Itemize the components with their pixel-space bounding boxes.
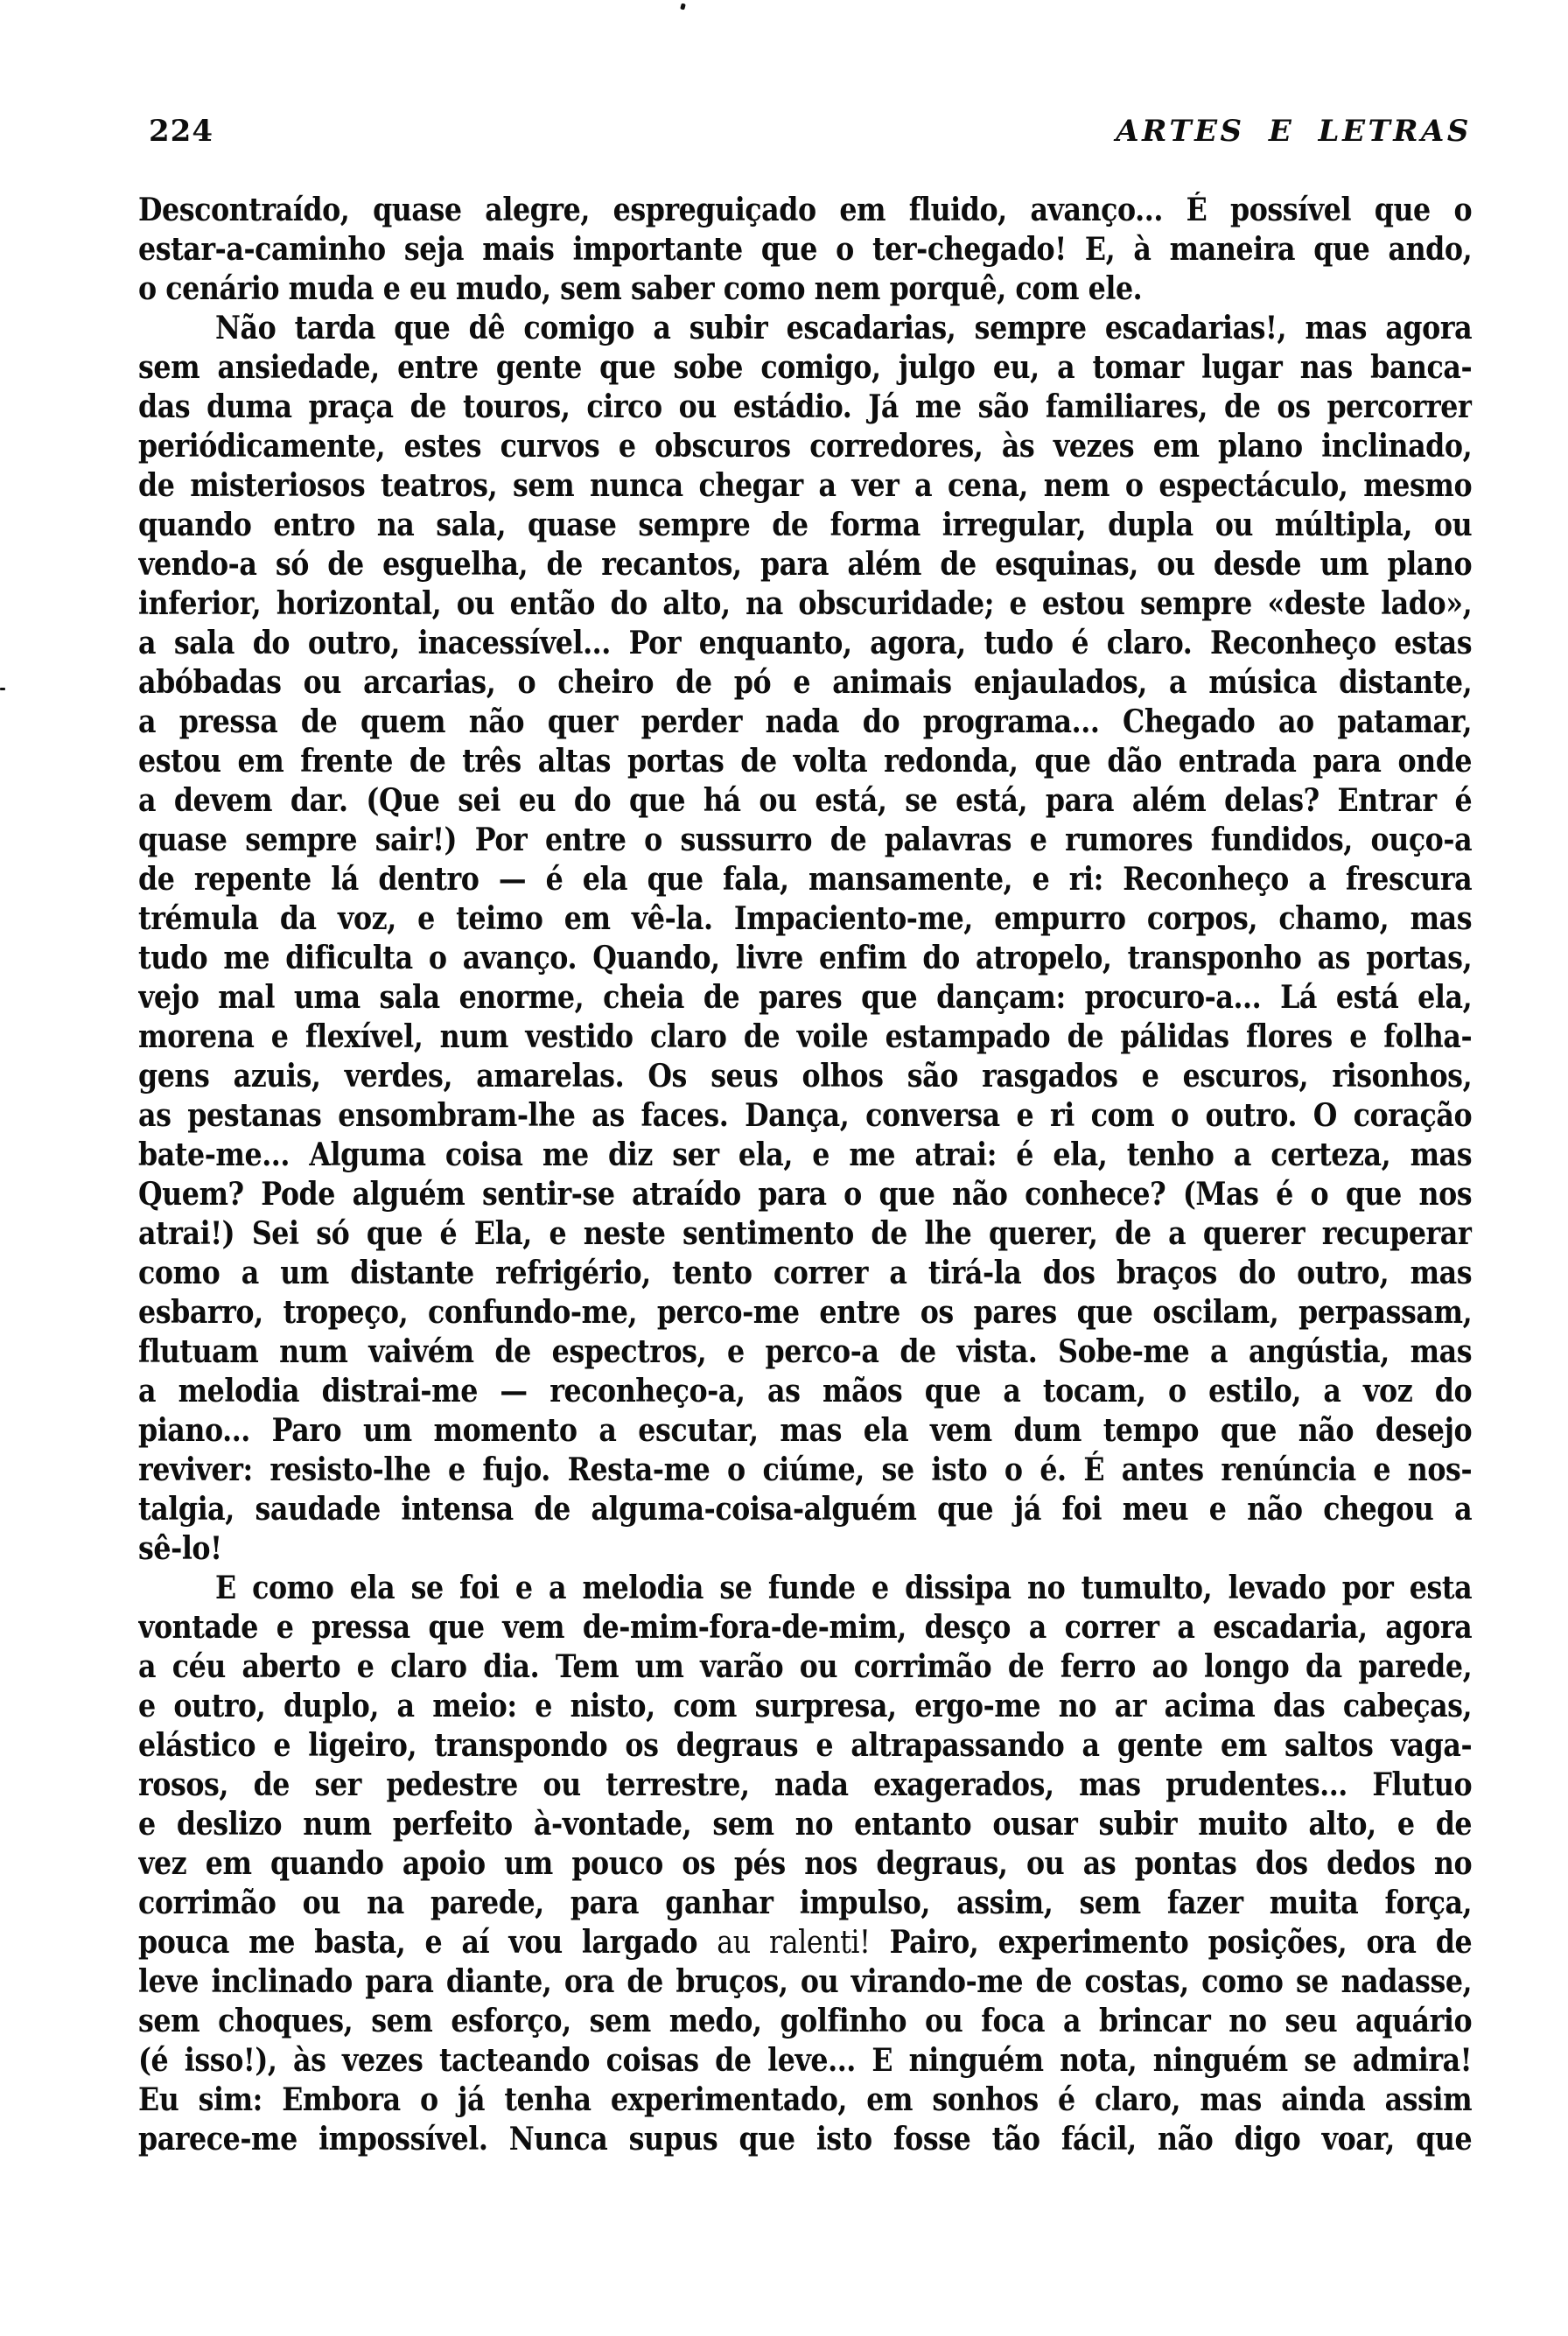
text-line: sem choques, sem esforço, sem medo, golfinho ou foca a brincar no seu aquário <box>138 2003 1473 2039</box>
running-header: ARTES E LETRAS <box>1116 114 1472 149</box>
text-line: como a um distante refrigério, tento correr a tirá-la dos braços do outro, mas <box>138 1255 1473 1291</box>
text-line: a céu aberto e claro dia. Tem um varão ou corrimão de ferro ao longo da parede, <box>138 1648 1473 1685</box>
text-line: e deslizo num perfeito à-vontade, sem no entanto ousar subir muito alto, e de <box>138 1806 1473 1843</box>
text-line: inferior, horizontal, ou então do alto, na obscuridade; e estou sempre «deste lado», <box>138 585 1473 622</box>
text-line: das duma praça de touros, circo ou estádio. Já me são familiares, de os percorrer <box>138 388 1473 425</box>
text-line: gens azuis, verdes, amarelas. Os seus olhos são rasgados e escuros, risonhos, <box>138 1058 1473 1095</box>
text-line: bate-me... Alguma coisa me diz ser ela, e me atrai: é ela, tenho a certeza, mas <box>138 1137 1473 1173</box>
foreign-phrase: au ralenti! <box>717 1925 871 1961</box>
text-line: vontade e pressa que vem de-mim-fora-de-mim, desço a correr a escadaria, agora <box>138 1609 1473 1646</box>
text-line: esbarro, tropeço, confundo-me, perco-me entre os pares que oscilam, perpassam, <box>138 1294 1473 1331</box>
text-line: trémula da voz, e teimo em vê-la. Impaciento-me, empurro corpos, chamo, mas <box>138 900 1473 937</box>
text-line: Quem? Pode alguém sentir-se atraído para o que não conhece? (Mas é o que nos <box>138 1176 1473 1213</box>
page-header <box>138 114 1472 149</box>
text-line: e outro, duplo, a meio: e nisto, com surpresa, ergo-me no ar acima das cabeças, <box>138 1688 1473 1724</box>
text-line: parece-me impossível. Nunca supus que isto fosse tão fácil, não digo voar, que <box>138 2121 1473 2158</box>
text-line: periódicamente, estes curvos e obscuros corredores, às vezes em plano inclinado, <box>138 428 1473 465</box>
ink-speck <box>0 688 5 690</box>
text-line: vez em quando apoio um pouco os pés nos degraus, ou as pontas dos dedos no <box>138 1845 1473 1882</box>
text-line: Não tarda que dê comigo a subir escadarias, sempre escadarias!, mas agora <box>215 310 1473 346</box>
text-line: estar-a-caminho seja mais importante que o ter-chegado! E, à maneira que ando, <box>138 231 1473 268</box>
text-line: vendo-a só de esguelha, de recantos, para além de esquinas, ou desde um plano <box>138 546 1473 583</box>
text-line: elástico e ligeiro, transpondo os degraus e altrapassando a gente em saltos vaga- <box>138 1727 1473 1764</box>
text-line: E como ela se foi e a melodia se funde e dissipa no tumulto, levado por esta <box>215 1570 1473 1606</box>
text-line: Eu sim: Embora o já tenha experimentado, em sonhos é claro, mas ainda assim <box>138 2081 1473 2118</box>
text-line: morena e flexível, num vestido claro de voile estampado de pálidas flores e folha- <box>138 1018 1473 1055</box>
text-line: quando entro na sala, quase sempre de forma irregular, dupla ou múltipla, ou <box>138 507 1473 543</box>
text-line: a devem dar. (Que sei eu do que há ou está, se está, para além delas? Entrar é <box>138 782 1473 819</box>
text-line: flutuam num vaivém de espectros, e perco-a de vista. Sobe-me a angústia, mas <box>138 1333 1473 1370</box>
text-line: o cenário muda e eu mudo, sem saber como nem porquê, com ele. <box>138 270 1143 307</box>
ink-speck <box>680 3 686 10</box>
text-line: de repente lá dentro — é ela que fala, mansamente, e ri: Reconheço a frescura <box>138 861 1473 898</box>
text-segment: Pairo, experimento posições, ora de <box>870 1924 1473 1961</box>
text-line: tudo me dificulta o avanço. Quando, livre enfim do atropelo, transponho as portas, <box>138 940 1473 976</box>
text-line: abóbadas ou arcarias, o cheiro de pó e animais enjaulados, a música distante, <box>138 664 1473 701</box>
text-segment: pouca me basta, e aí vou largado <box>138 1924 718 1961</box>
text-line: a melodia distrai-me — reconheço-a, as mãos que a tocam, o estilo, a voz do <box>138 1373 1473 1409</box>
body-text <box>138 191 1472 2159</box>
text-line: talgia, saudade intensa de alguma-coisa-alguém que já foi meu e não chegou a <box>138 1491 1473 1528</box>
text-line: rosos, de ser pedestre ou terrestre, nada exagerados, mas prudentes... Flutuo <box>138 1766 1473 1803</box>
text-line: leve inclinado para diante, ora de bruços, ou virando-me de costas, como se nadasse, <box>138 1963 1473 2000</box>
text-line: reviver: resisto-lhe e fujo. Resta-me o ciúme, se isto o é. É antes renúncia e nos- <box>138 1451 1473 1488</box>
text-line: estou em frente de três altas portas de volta redonda, que dão entrada para onde <box>138 743 1473 780</box>
text-line: a sala do outro, inacessível... Por enquanto, agora, tudo é claro. Reconheço estas <box>138 625 1473 661</box>
text-line: sem ansiedade, entre gente que sobe comigo, julgo eu, a tomar lugar nas banca- <box>138 349 1473 386</box>
text-line: quase sempre sair!) Por entre o sussurro de palavras e rumores fundidos, ouço-a <box>138 822 1473 858</box>
text-line <box>138 1923 1472 1962</box>
text-line: piano... Paro um momento a escutar, mas ela vem dum tempo que não desejo <box>138 1412 1473 1449</box>
text-line: de misteriosos teatros, sem nunca chegar a ver a cena, nem o espectáculo, mesmo <box>138 467 1473 504</box>
text-line: Descontraído, quase alegre, espreguiçado em fluido, avanço... É possível que o <box>138 192 1473 228</box>
text-line: atrai!) Sei só que é Ela, e neste sentimento de lhe querer, de a querer recuperar <box>138 1215 1473 1252</box>
page-number: 224 <box>149 114 214 149</box>
text-line: as pestanas ensombram-lhe as faces. Dança, conversa e ri com o outro. O coração <box>138 1097 1473 1134</box>
text-line: a pressa de quem não quer perder nada do programa... Chegado ao patamar, <box>138 703 1473 740</box>
text-line: sê-lo! <box>138 1530 222 1567</box>
text-line: (é isso!), às vezes tacteando coisas de leve... E ninguém nota, ninguém se admira! <box>138 2042 1473 2079</box>
text-line: vejo mal uma sala enorme, cheia de pares que dançam: procuro-a... Lá está ela, <box>138 979 1473 1016</box>
text-line: corrimão ou na parede, para ganhar impulso, assim, sem fazer muita força, <box>138 1885 1473 1921</box>
